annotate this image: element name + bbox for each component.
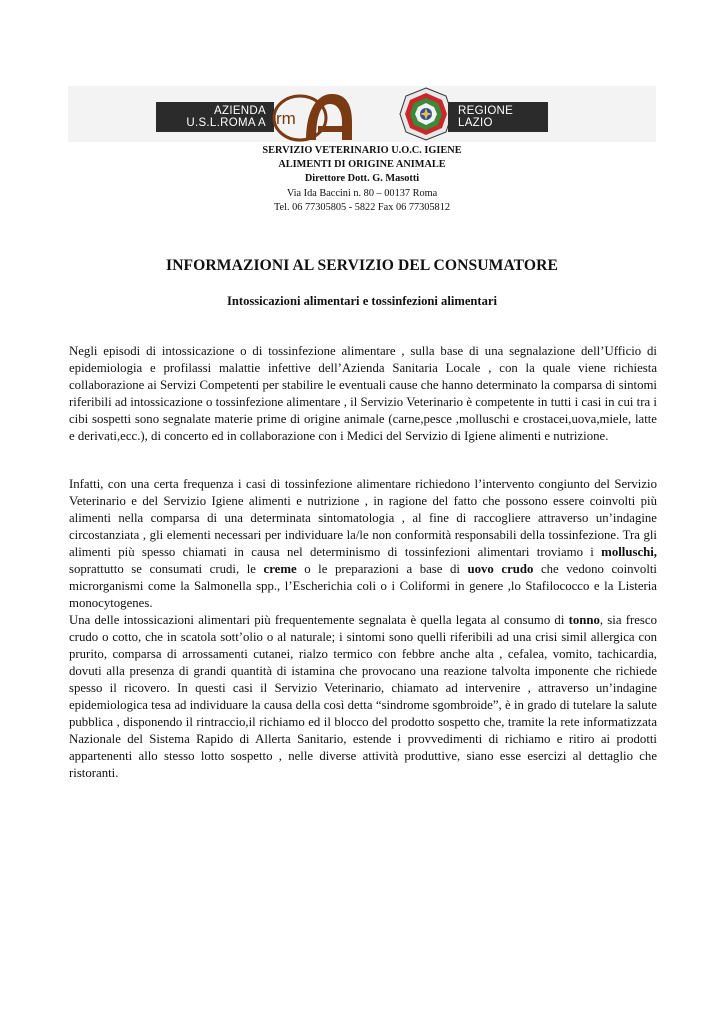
usl-label: U.S.L.ROMA A	[186, 117, 266, 129]
body-paragraph-1	[69, 343, 657, 445]
paragraph-2-part2: soprattutto se consumati crudi, le	[69, 562, 264, 576]
paragraph-2-text	[69, 476, 657, 612]
address: Via Ida Baccini n. 80 – 00137 Roma	[286, 187, 438, 199]
lazio-label: LAZIO	[458, 117, 493, 129]
paragraph-2-bold-molluschi: molluschi,	[601, 545, 657, 559]
paragraph-2-part1: Infatti, con una certa frequenza i casi di tossinfezione alimentare richiedono l’intervento congiunto del Servizio Veterinario e del Servizio Igiene alimenti e nutrizione , in ragione del fatto che possono essere coinvolti più alimenti nella comparsa di una determinata sintomatologia , al fine di raccogliere attraverso un’indagine circostanziata , gli elementi necessari per individuare la/le non conformità responsabili della tossinfezione. Tra gli alimenti più spesso chiamati in causa nel determinismo di tossinfezioni alimentari troviamo i	[69, 477, 657, 559]
document-subtitle: Intossicazioni alimentari e tossinfezioni alimentari	[226, 294, 498, 308]
paragraph-3-text	[69, 612, 657, 782]
regione-bar	[448, 102, 548, 132]
paragraph-2-bold-creme: creme	[263, 562, 297, 576]
paragraph-3-part1: Una delle intossicazioni alimentari più frequentemente segnalata è quella legata al consumo di	[69, 613, 569, 627]
regione-label: REGIONE	[458, 105, 514, 117]
paragraph-3-bold-tonno: tonno	[568, 613, 600, 627]
document-title: INFORMAZIONI AL SERVIZIO DEL CONSUMATORE	[166, 257, 558, 274]
body-paragraph-2	[69, 476, 657, 782]
paragraph-1-text: Negli episodi di intossicazione o di tossinfezione alimentare , sulla base di una segnalazione dell’Ufficio di epidemiologia e profilassi malattie infettive dell’Azienda Sanitaria Locale , con la quale viene richiesta collaborazione ai Servizi Competenti per stabilire le eventuali cause che hanno determinato la comparsa di sintomi riferibili ad intossicazione o tossinfezione alimentare , il Servizio Veterinario è competente in tutti i casi in cui tra i cibi sospetti sono segnalate materie prime di origine animale (carne,pesce ,molluschi e crostacei,uova,miele, latte e derivati,ecc.), di concerto ed in collaborazione con i Medici del Servizio di Igiene alimenti e nutrizione.	[69, 344, 657, 443]
azienda-label: AZIENDA	[214, 105, 266, 117]
service-subname: ALIMENTI DI ORIGINE ANIMALE	[278, 159, 446, 171]
service-name: SERVIZIO VETERINARIO U.O.C. IGIENE	[262, 145, 462, 156]
phone-fax: Tel. 06 77305805 - 5822 Fax 06 77305812	[273, 201, 451, 213]
director: Direttore Dott. G. Masotti	[304, 173, 420, 185]
regione-lazio-emblem	[398, 86, 454, 142]
paragraph-2-part3: o le preparazioni a base di	[296, 562, 468, 576]
paragraph-3-part2: , sia fresco crudo o cotto, che in scatola sott’olio o al naturale; i sintomi sono quelli riferibili ad una crisi simil allergica con prurito, comparsa di arrossamenti cutanei, rialzo termico con febbre anche alta , cefalea, vomito, tachicardia, dovuti alla presenza di grandi quantità di istamina che provocano una reazione talvolta imponente che richiede spesso il ricovero. In questi casi il Servizio Veterinario, chiamato ad intervenire , attraverso un’indagine epidemiologica tesa ad individuare la causa della così detta “sindrome sgombroide”, è in grado di tutelare la salute pubblica , disponendo il rintraccio,il richiamo ed il blocco del prodotto sospetto che, tramite la rete informatizzata Nazionale del Sistema Rapido di Allerta Sanitario, estende i provvedimenti di richiamo e ritiro ai prodotti appartenenti allo stesso lotto sospetto , nelle diverse attività produttive, siano esse esercizi al dettaglio che ristoranti.	[69, 613, 657, 780]
rma-logo-text: rm	[276, 109, 296, 128]
rma-logo	[262, 86, 357, 146]
paragraph-2-part4: che vedono coinvolti microrganismi come la Salmonella spp., l’Escherichia coli o i Coliformi in genere ,lo Stafilococco e la Listeria monocytogenes.	[69, 562, 657, 610]
azienda-bar	[156, 102, 274, 132]
office-header	[0, 144, 724, 215]
paragraph-2-bold-uovo-crudo: uovo crudo	[467, 562, 534, 576]
